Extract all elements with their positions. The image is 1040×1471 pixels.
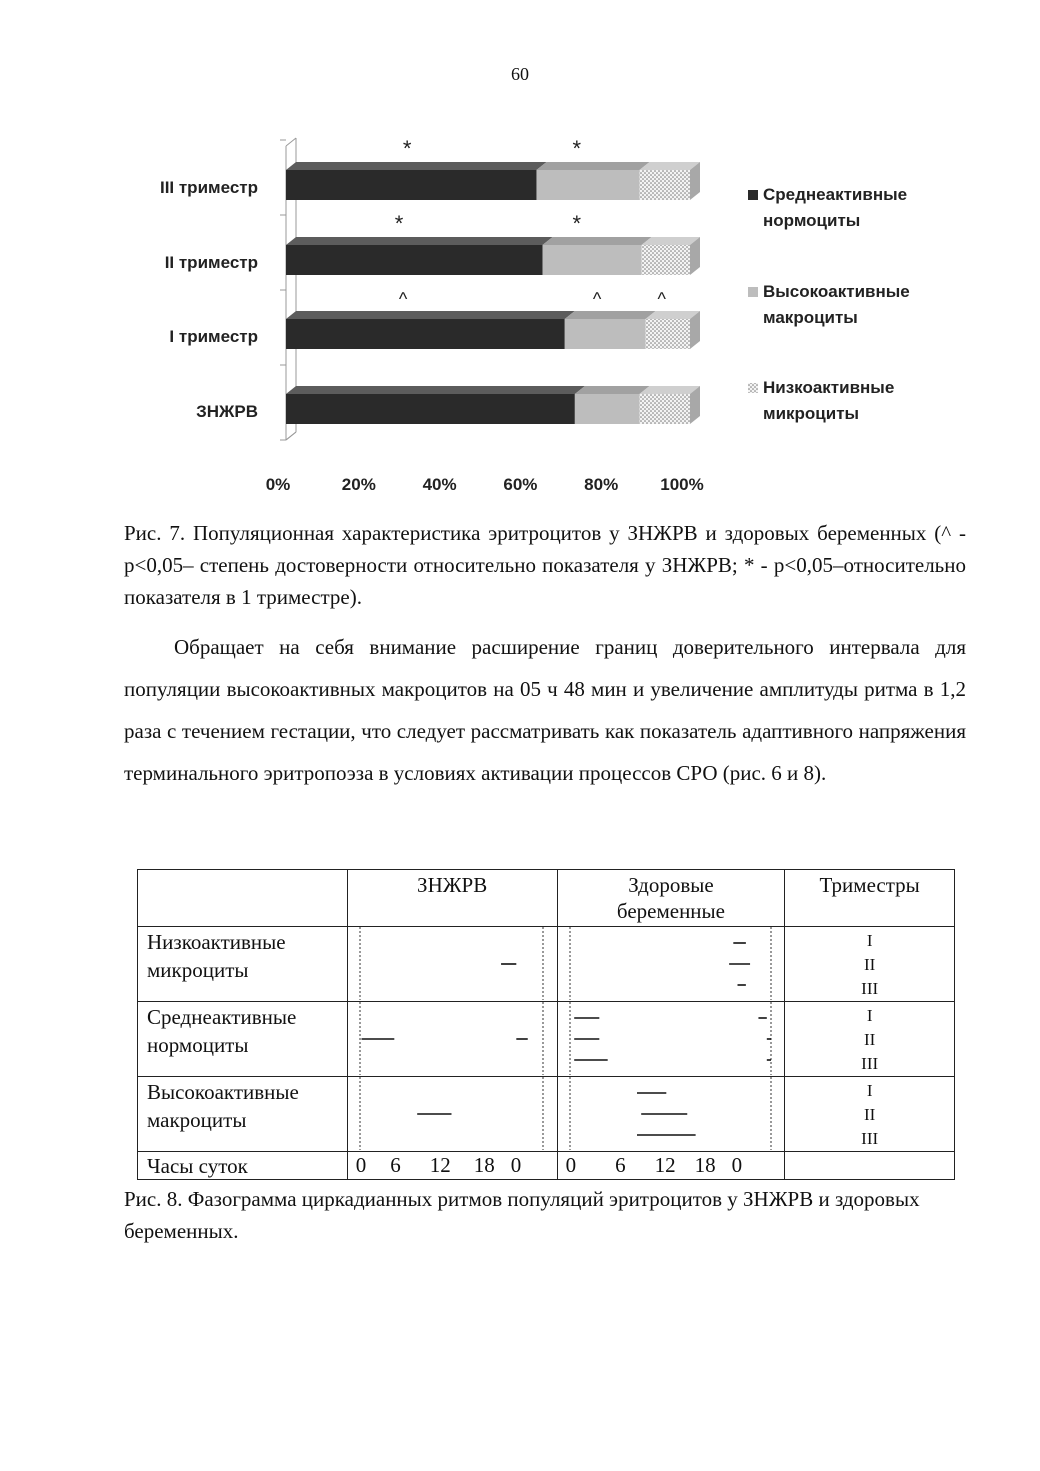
- legend-swatch: [748, 383, 758, 393]
- legend-label-line2: микроциты: [763, 404, 860, 423]
- trimester-label: III: [861, 979, 879, 998]
- bar-front-face: [286, 170, 536, 200]
- phasogram-table: [137, 869, 955, 1180]
- healthy-plot-cell: [557, 1002, 785, 1077]
- hour-tick: 18: [473, 1153, 495, 1177]
- bar-front-face: [642, 245, 690, 275]
- axis-depth-line: [286, 138, 296, 146]
- row-label-line2: нормоциты: [147, 1033, 249, 1057]
- legend-swatch: [748, 190, 758, 200]
- significance-marker: *: [572, 211, 582, 236]
- hour-tick: 0: [355, 1153, 367, 1177]
- row-label: [138, 1077, 348, 1152]
- hour-tick: 6: [615, 1153, 626, 1177]
- significance-marker: ^: [592, 289, 602, 309]
- bar-top-face: [543, 237, 652, 245]
- page-number: 60: [511, 64, 529, 84]
- healthy-plot-cell: [557, 927, 785, 1002]
- significance-marker: ^: [398, 289, 408, 309]
- header-znzhrv: ЗНЖРВ: [347, 870, 557, 927]
- bar-top-face: [642, 237, 700, 245]
- x-tick-label: 0%: [265, 475, 291, 494]
- x-tick-label: 100%: [660, 475, 704, 494]
- znzhrv-phase-plot: [348, 927, 558, 1000]
- bar-front-face: [286, 319, 565, 349]
- table-row: [138, 927, 955, 1002]
- hour-tick: 0: [565, 1153, 577, 1177]
- y-category-label: II триместр: [164, 253, 258, 272]
- healthy-phase-plot: [558, 1077, 786, 1150]
- x-tick-label: 40%: [422, 475, 457, 494]
- figure-7-caption: Рис. 7. Популяционная характеристика эритроцитов у ЗНЖРВ и здоровых беременных (^ - р<0,05– степень достоверности относительно показателя у ЗНЖРВ; * - р<0,05–относительно показателя в 1 триместре).: [124, 521, 966, 609]
- header-healthy-line1: Здоровые: [628, 873, 714, 897]
- body-paragraph: Обращает на себя внимание расширение границ доверительного интервала для популяции высокоактивных макроцитов на 05 ч 48 мин и увеличение амплитуды ритма в 1,2 раза с течением гестации, что следует рассматривать как показатель адаптивного напряжения терминального эритропоэза в условиях активации процессов СРО (рис. 6 и 8).: [124, 635, 966, 785]
- trimester-label: II: [864, 1030, 876, 1049]
- y-category-label: ЗНЖРВ: [196, 402, 258, 421]
- row-label-line1: Высокоактивные: [147, 1080, 299, 1104]
- bar-segment: [575, 386, 650, 424]
- row-label: [138, 927, 348, 1002]
- x-axis-depth: [286, 432, 296, 440]
- hour-tick: 0: [731, 1153, 743, 1177]
- bar-front-face: [575, 394, 640, 424]
- trimester-label: I: [866, 931, 873, 950]
- hour-tick: 12: [654, 1153, 676, 1177]
- hour-tick: 6: [390, 1153, 401, 1177]
- bar-top-face: [565, 311, 656, 319]
- bar-front-face: [286, 245, 543, 275]
- legend-label-line1: Низкоактивные: [763, 378, 895, 397]
- hour-tick: 18: [694, 1153, 716, 1177]
- trimester-labels: [785, 927, 955, 1002]
- figure-8-caption: Рис. 8. Фазограмма циркадианных ритмов популяций эритроцитов у ЗНЖРВ и здоровых беременных.: [124, 1187, 920, 1243]
- healthy-phase-plot: [558, 927, 786, 1000]
- hour-tick: 12: [429, 1153, 451, 1177]
- znzhrv-hours-axis: [347, 1152, 557, 1180]
- bar-top-face: [286, 162, 546, 170]
- bar-front-face: [640, 394, 691, 424]
- trimester-label: I: [866, 1006, 873, 1025]
- bar-front-face: [640, 170, 691, 200]
- bar-top-face: [640, 386, 701, 394]
- znzhrv-phase-plot: [348, 1077, 558, 1150]
- x-tick-label: 80%: [584, 475, 619, 494]
- healthy-phase-plot: [558, 1002, 786, 1075]
- table-row: [138, 1002, 955, 1077]
- znzhrv-plot-cell: [347, 1077, 557, 1152]
- bar-segment: [286, 237, 553, 275]
- y-category-label: III триместр: [159, 178, 258, 197]
- x-tick-label: 20%: [341, 475, 376, 494]
- table-row: [138, 1077, 955, 1152]
- chart-bars: [286, 162, 700, 424]
- legend-label-line1: Среднеактивные: [763, 185, 908, 204]
- bar-segment: [565, 311, 656, 349]
- trimester-labels: [785, 1002, 955, 1077]
- significance-marker: *: [394, 211, 404, 236]
- legend-label-line2: нормоциты: [763, 211, 861, 230]
- header-healthy: [557, 870, 785, 927]
- hours-empty-cell: [785, 1152, 955, 1180]
- significance-marker: *: [572, 136, 582, 161]
- trimester-label: I: [866, 1081, 873, 1100]
- trimester-labels: [785, 1077, 955, 1152]
- legend-swatch: [748, 287, 758, 297]
- bar-front-face: [286, 394, 575, 424]
- bar-segment: [286, 162, 546, 200]
- znzhrv-plot-cell: [347, 1002, 557, 1077]
- hours-label: Часы суток: [138, 1152, 348, 1180]
- bar-front-face: [536, 170, 639, 200]
- header-healthy-line2: беременные: [616, 899, 725, 923]
- row-label-line2: макроциты: [147, 1108, 247, 1132]
- x-tick-label: 60%: [503, 475, 538, 494]
- row-label-line1: Низкоактивные: [147, 930, 286, 954]
- chart-legend: [748, 185, 910, 423]
- y-category-label: I триместр: [169, 327, 258, 346]
- znzhrv-plot-cell: [347, 927, 557, 1002]
- bar-top-face: [286, 386, 585, 394]
- bar-segment: [543, 237, 652, 275]
- header-trimesters: Триместры: [785, 870, 955, 927]
- row-label-line2: микроциты: [147, 958, 249, 982]
- trimester-label: III: [861, 1129, 879, 1148]
- header-empty-cell: [138, 870, 348, 927]
- bar-top-face: [536, 162, 649, 170]
- healthy-plot-cell: [557, 1077, 785, 1152]
- bar-segment: [536, 162, 649, 200]
- bar-segment: [286, 311, 575, 349]
- bar-front-face: [646, 319, 690, 349]
- bar-top-face: [640, 162, 701, 170]
- bar-top-face: [575, 386, 650, 394]
- bar-top-face: [286, 237, 553, 245]
- row-label-line1: Среднеактивные: [147, 1005, 297, 1029]
- legend-label-line2: макроциты: [763, 308, 858, 327]
- bar-segment: [286, 386, 585, 424]
- bar-top-face: [286, 311, 575, 319]
- significance-marker: *: [402, 136, 412, 161]
- significance-marker: ^: [657, 289, 666, 309]
- trimester-label: II: [864, 955, 876, 974]
- trimester-label: II: [864, 1105, 876, 1124]
- trimester-label: III: [861, 1054, 879, 1073]
- bar-front-face: [565, 319, 646, 349]
- bar-front-face: [543, 245, 642, 275]
- znzhrv-phase-plot: [348, 1002, 558, 1075]
- row-label: [138, 1002, 348, 1077]
- hour-tick: 0: [510, 1153, 522, 1177]
- healthy-hours-axis: [557, 1152, 785, 1180]
- population-bar-chart: [140, 120, 940, 500]
- legend-label-line1: Высокоактивные: [763, 282, 910, 301]
